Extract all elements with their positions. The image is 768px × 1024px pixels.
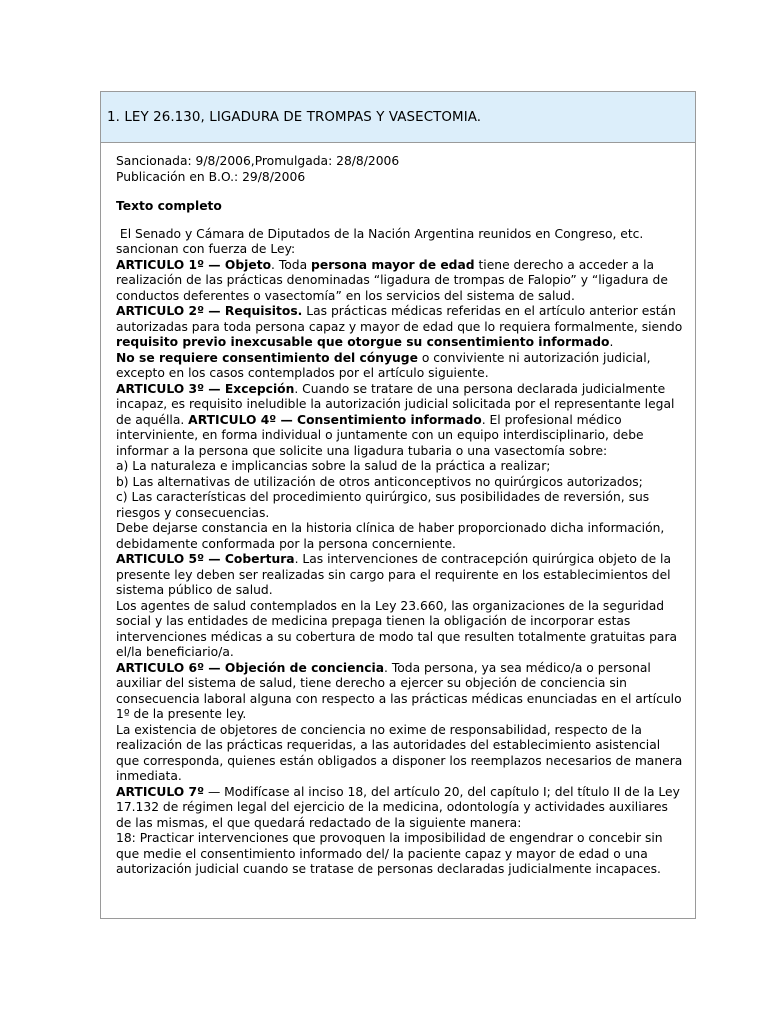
article-2-heading: ARTICULO 2º — Requisitos. [116, 304, 303, 318]
law-document-panel [100, 91, 696, 919]
article-4-item-b: b) Las alternativas de utilización de otros anticonceptivos no quirúrgicos autorizados; [116, 474, 643, 489]
article-3-heading: ARTICULO 3º — Excepción [116, 381, 295, 396]
article-1: ARTICULO 1º — Objeto. Toda persona mayor de edad tiene derecho a acceder a la realización de las prácticas denominadas “ligadura de trompas de Falopio” y “ligadura de conductos deferentes o vasectomía” en los servicios del sistema de salud. [116, 257, 668, 303]
document-title: 1. LEY 26.130, LIGADURA DE TROMPAS Y VASECTOMIA. [107, 109, 482, 125]
article-4-record-note: Debe dejarse constancia en la historia clínica de haber proporcionado dicha información, debidamente conformada por la persona concerniente. [116, 521, 665, 551]
article-6: ARTICULO 6º — Objeción de conciencia. Toda persona, ya sea médico/a o personal auxiliar del sistema de salud, tiene derecho a ejercer su objeción de conciencia sin consecuencia laboral alguna con respecto a las prácticas médicas enunciadas en el artículo 1º de la presente ley. [116, 660, 682, 721]
article-5-heading: ARTICULO 5º — Cobertura [116, 552, 295, 566]
article-7: ARTICULO 7º — Modifícase al inciso 18, del artículo 20, del capítulo I; del título II de la Ley 17.132 de régimen legal del ejercicio de la medicina, odontología y actividades auxiliares de las mismas, el que quedará redactado de la siguiente manera: [116, 784, 680, 830]
publication-date: Publicación en B.O.: 29/8/2006 [116, 169, 306, 184]
article-6-responsibility: La existencia de objetores de conciencia no exime de responsabilidad, respecto de la realización de las prácticas requeridas, a las autoridades del establecimiento asistencial que corresponda, quienes están obligados a disponer los reemplazos necesarios de manera inmediata. [116, 722, 683, 783]
article-7-inciso-18: 18: Practicar intervenciones que provoquen la imposibilidad de engendrar o concebir sin que medie el consentimiento informado del/ la paciente capaz y mayor de edad o una autorización judicial cuando se tratase de personas declaradas judicialmente incapaces. [116, 831, 663, 876]
intro-paragraph: El Senado y Cámara de Diputados de la Nación Argentina reunidos en Congreso, etc. sancionan con fuerza de Ley: [116, 226, 648, 256]
article-2: ARTICULO 2º — Requisitos. Las prácticas médicas referidas en el artículo anterior están autorizadas para toda persona capaz y mayor de edad que lo requiera formalmente, siendo requisito previo inexcusable que otorgue su consentimiento informado. [116, 304, 683, 349]
article-5: ARTICULO 5º — Cobertura. Las intervenciones de contracepción quirúrgica objeto de la presente ley deben ser realizadas sin cargo para el requirente en los establecimientos del sistema público de salud. [116, 552, 671, 597]
article-4-heading: ARTICULO 4º — Consentimiento informado [188, 412, 482, 427]
document-title-bar [101, 92, 695, 143]
article-2-spouse-clause: No se requiere consentimiento del cónyuge o conviviente ni autorización judicial, excepto en los casos contemplados por el artículo siguiente. [116, 350, 651, 380]
document-content [101, 143, 695, 878]
article-4-item-c: c) Las características del procedimiento quirúrgico, sus posibilidades de reversión, sus riesgos y consecuencias. [116, 490, 650, 520]
article-7-heading: ARTICULO 7º [116, 784, 205, 799]
article-6-heading: ARTICULO 6º — Objeción de conciencia [116, 660, 385, 675]
full-text-heading: Texto completo [116, 199, 222, 213]
article-5-coverage: Los agentes de salud contemplados en la Ley 23.660, las organizaciones de la seguridad social y las entidades de medicina prepaga tienen la obligación de incorporar estas intervenciones médicas a su cobertura de modo tal que resulten totalmente gratuitas para el/la beneficiario/a. [116, 598, 678, 659]
article-1-heading: ARTICULO 1º — Objeto [116, 257, 272, 272]
article-4-item-a: a) La naturaleza e implicancias sobre la salud de la práctica a realizar; [116, 459, 551, 473]
article-3-4: ARTICULO 3º — Excepción. Cuando se tratare de una persona declarada judicialmente incapaz, es requisito ineludible la autorización judicial solicitada por el representante legal de aquélla. ARTICULO 4º — Consentimiento informado. El profesional médico interviniente, en forma individual o juntamente con un equipo interdisciplinario, debe informar a la persona que solicite una ligadura tubaria o una vasectomía sobre: [116, 381, 675, 458]
sanction-date: Sancionada: 9/8/2006,Promulgada: 28/8/2006 [116, 154, 400, 168]
